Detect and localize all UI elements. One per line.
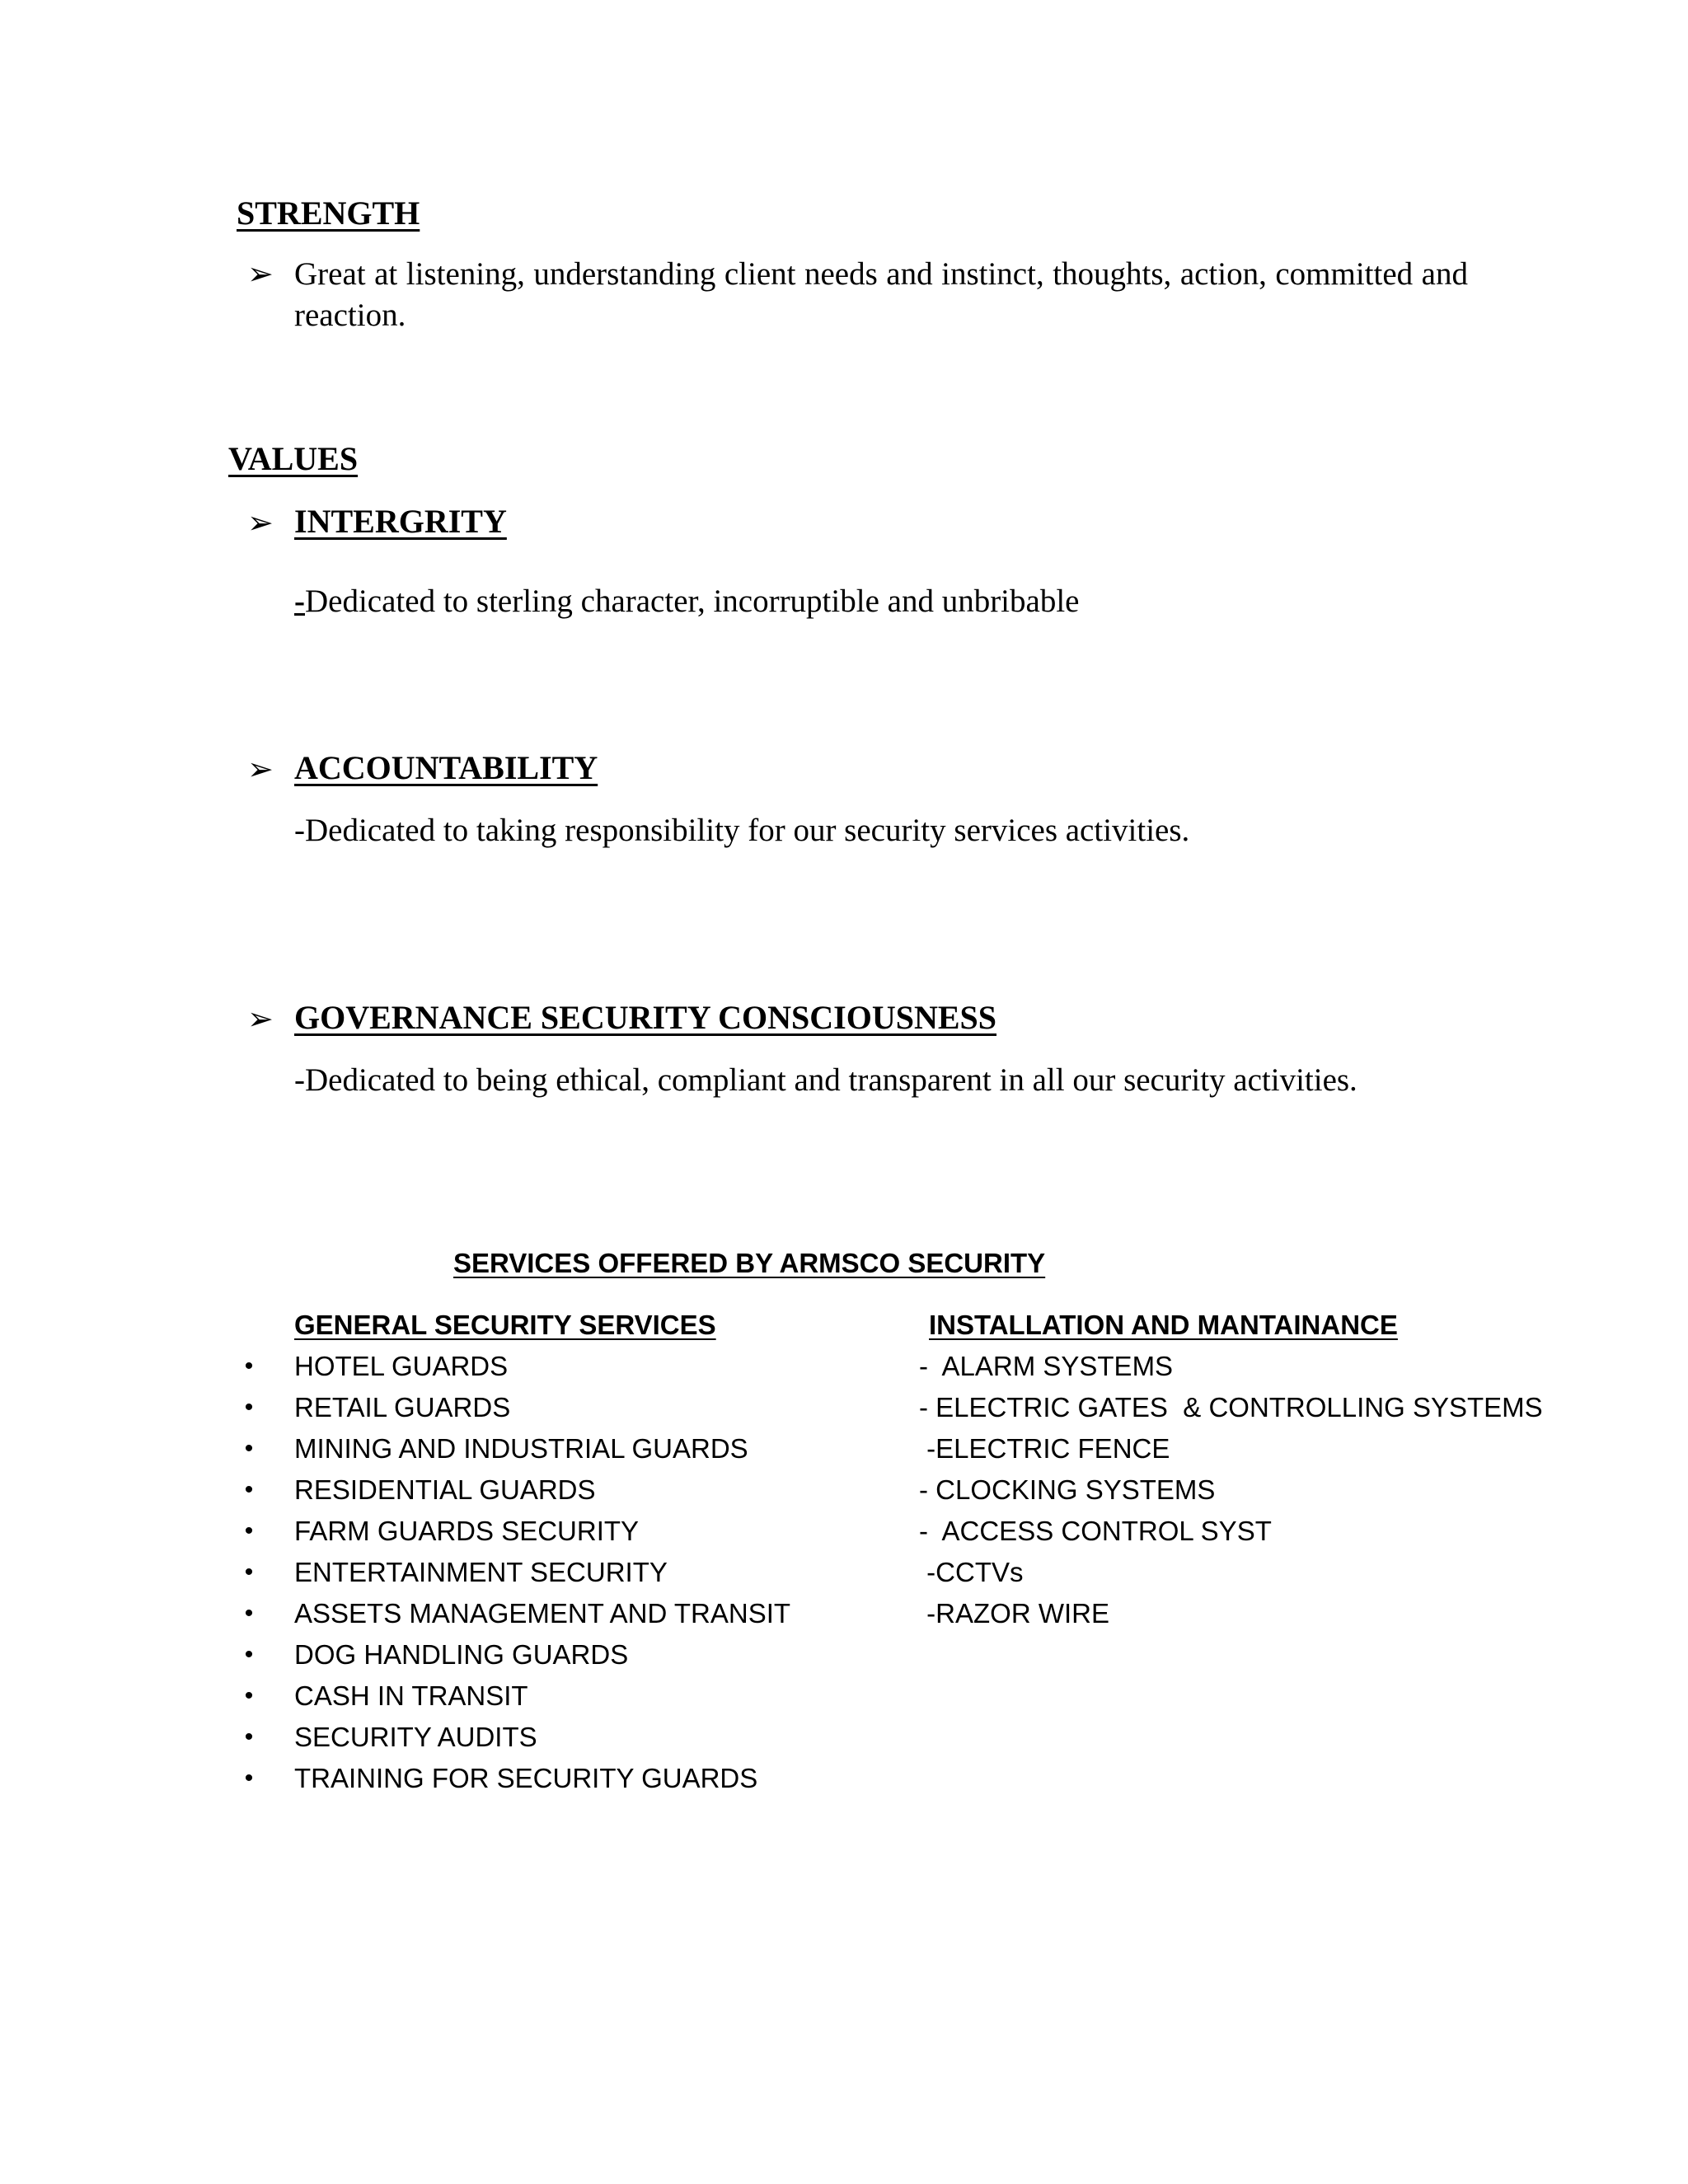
list-item: -CCTVs [919, 1557, 1024, 1587]
bullet-icon: • [244, 1641, 254, 1668]
service-label: SECURITY AUDITS [294, 1722, 537, 1752]
value-description-text: Dedicated to taking responsibility for our security services activities. [305, 813, 1190, 848]
list-item: - ELECTRIC GATES & CONTROLLING SYSTEMS [919, 1392, 1543, 1422]
arrow-bullet-icon: ➢ [247, 506, 274, 541]
service-label: DOG HANDLING GUARDS [294, 1639, 629, 1670]
list-item [0, 1634, 824, 1675]
bullet-icon: • [244, 1352, 254, 1380]
list-item: - ALARM SYSTEMS [919, 1351, 1174, 1381]
bullet-icon: • [244, 1765, 254, 1792]
list-item [0, 1469, 824, 1511]
value-description-text: Dedicated to being ethical, compliant and transparent in all our security activities. [305, 1062, 1357, 1098]
values-heading: VALUES [228, 440, 359, 477]
arrow-bullet-icon: ➢ [247, 1002, 274, 1037]
list-item [0, 1758, 824, 1799]
service-label: CASH IN TRANSIT [294, 1680, 528, 1711]
value-description-governance [294, 1062, 1357, 1099]
value-description-text: Dedicated to sterling character, incorruptible and unbribable [305, 583, 1080, 619]
service-label: FARM GUARDS SECURITY [294, 1516, 640, 1546]
value-title-integrity: INTERGRITY [294, 503, 507, 540]
general-services-heading: GENERAL SECURITY SERVICES [294, 1310, 716, 1340]
bullet-icon: • [244, 1435, 254, 1462]
service-label: RESIDENTIAL GUARDS [294, 1474, 596, 1505]
installation-heading: INSTALLATION AND MANTAINANCE [929, 1310, 1398, 1340]
service-label: MINING AND INDUSTRIAL GUARDS [294, 1433, 748, 1464]
bullet-icon: • [244, 1394, 254, 1421]
list-item: -ELECTRIC FENCE [919, 1433, 1170, 1464]
list-item [0, 1428, 824, 1469]
bullet-icon: • [244, 1682, 254, 1709]
value-description-accountability [294, 812, 1189, 849]
list-item: - CLOCKING SYSTEMS [919, 1474, 1216, 1505]
list-item: -RAZOR WIRE [919, 1598, 1109, 1629]
service-label: ENTERTAINMENT SECURITY [294, 1557, 668, 1587]
service-label: ASSETS MANAGEMENT AND TRANSIT [294, 1598, 791, 1629]
list-item [0, 1717, 824, 1758]
bullet-icon: • [244, 1600, 254, 1627]
dash-marker: - [294, 1062, 305, 1098]
value-title-accountability: ACCOUNTABILITY [294, 749, 598, 786]
list-item [0, 1675, 824, 1717]
dash-marker: - [294, 583, 305, 619]
bullet-icon: • [244, 1476, 254, 1503]
list-item [0, 1387, 824, 1428]
services-title: SERVICES OFFERED BY ARMSCO SECURITY [453, 1248, 1046, 1278]
service-label: RETAIL GUARDS [294, 1392, 511, 1422]
service-label: HOTEL GUARDS [294, 1351, 509, 1381]
list-item [0, 1511, 824, 1552]
bullet-icon: • [244, 1723, 254, 1750]
arrow-bullet-icon: ➢ [247, 257, 274, 292]
value-description-integrity [294, 583, 1079, 620]
strength-text: Great at listening, understanding client needs and instinct, thoughts, action, committed and reaction. [294, 256, 1468, 333]
strength-heading: STRENGTH [237, 194, 420, 232]
bullet-icon: • [244, 1558, 254, 1586]
list-item [0, 1593, 824, 1634]
bullet-icon: • [244, 1517, 254, 1544]
list-item [0, 1552, 824, 1593]
arrow-bullet-icon: ➢ [247, 752, 274, 787]
list-item: - ACCESS CONTROL SYST [919, 1516, 1272, 1546]
list-item [0, 1346, 824, 1387]
dash-marker: - [294, 813, 305, 848]
service-label: TRAINING FOR SECURITY GUARDS [294, 1763, 758, 1793]
value-title-governance: GOVERNANCE SECURITY CONSCIOUSNESS [294, 999, 997, 1036]
